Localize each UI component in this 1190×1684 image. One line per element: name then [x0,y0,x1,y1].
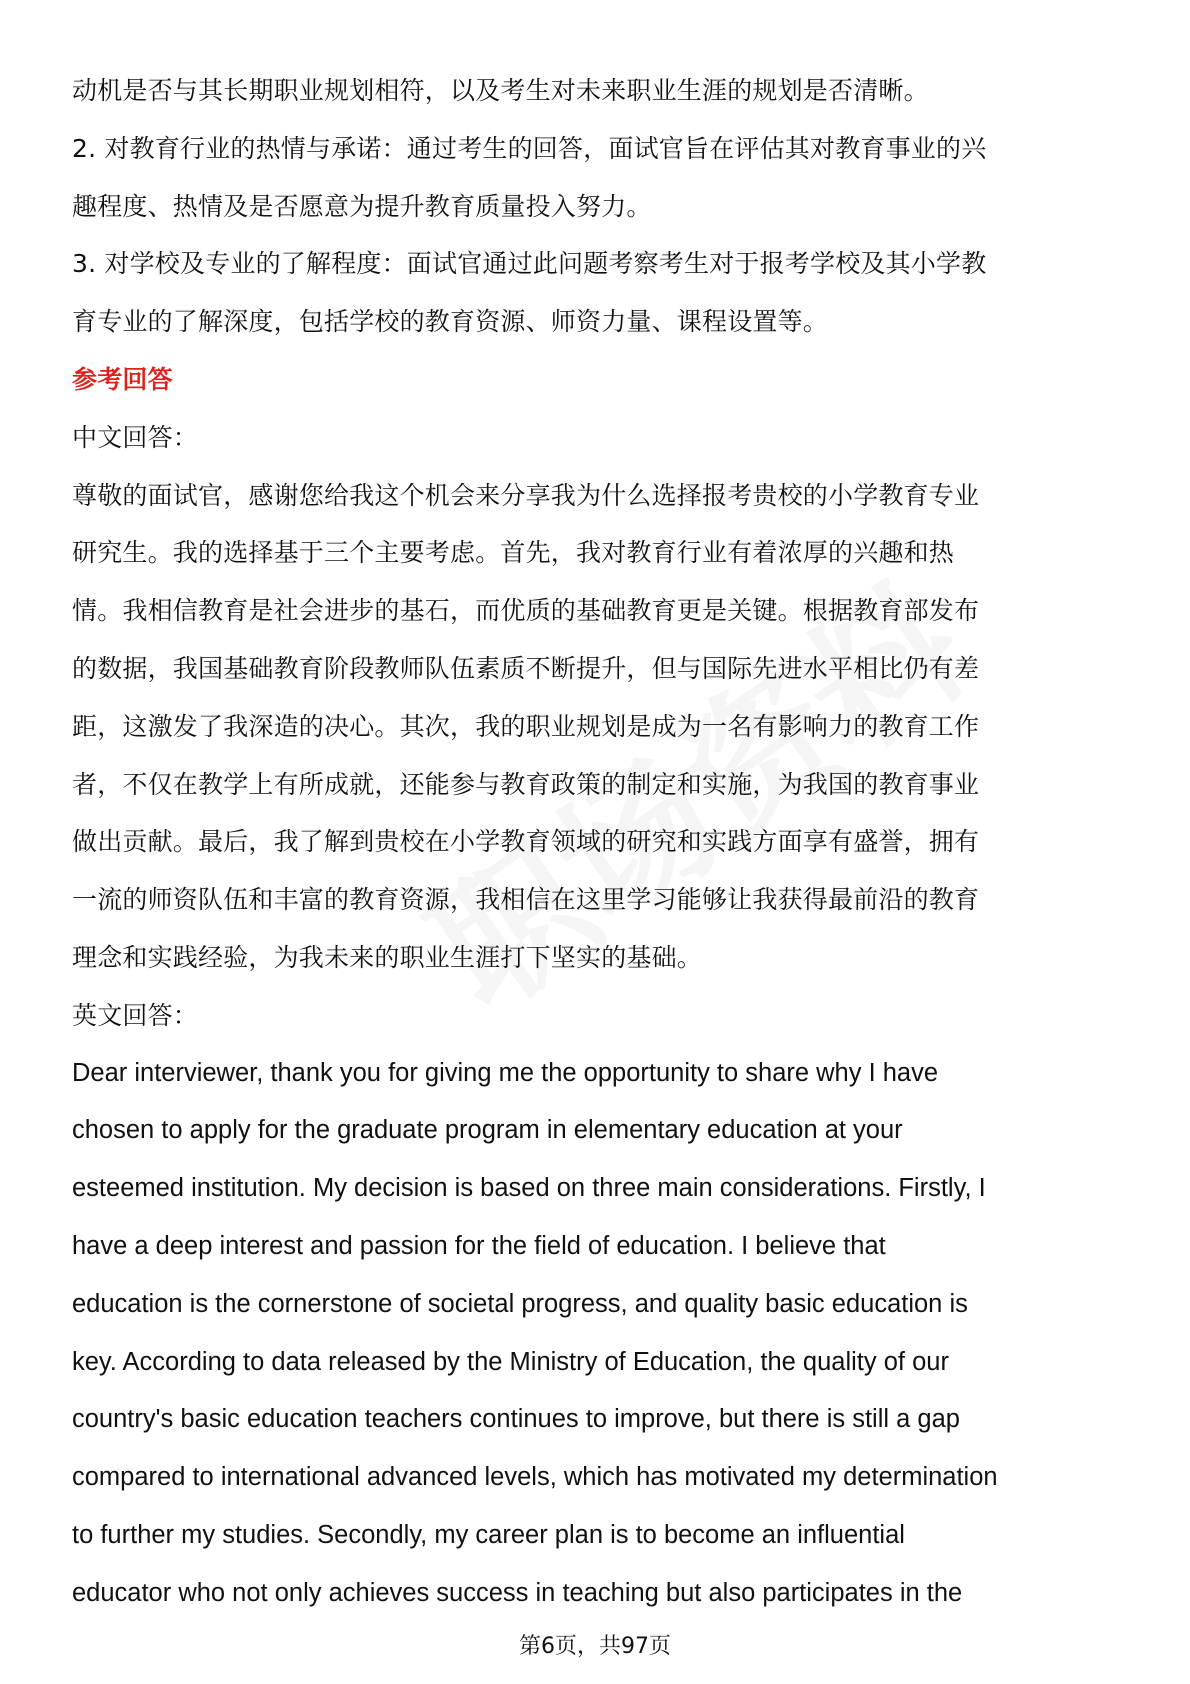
text-line: 2. 对教育行业的热情与承诺：通过考生的回答，面试官旨在评估其对教育事业的兴 [72,133,987,163]
chinese-answer-line: 者，不仅在教学上有所成就，还能参与教育政策的制定和实施，为我国的教育事业 [72,769,980,799]
english-answer-line: education is the cornerstone of societal progress, and quality basic education is [72,1289,968,1318]
chinese-answer-line: 距，这激发了我深造的决心。其次，我的职业规划是成为一名有影响力的教育工作 [72,711,980,741]
chinese-answer-line: 研究生。我的选择基于三个主要考虑。首先，我对教育行业有着浓厚的兴趣和热 [72,538,955,568]
chinese-answer-line: 情。我相信教育是社会进步的基石，而优质的基础教育更是关键。根据教育部发布 [72,596,980,626]
chinese-answer-label: 中文回答： [72,422,199,452]
english-answer-line: chosen to apply for the graduate program in elementary education at your [72,1116,903,1145]
page-number: 第6页，共97页 [519,1634,671,1659]
text-line: 3. 对学校及专业的了解程度：面试官通过此问题考察考生对于报考学校及其小学教 [72,249,987,279]
english-answer-line: have a deep interest and passion for the field of education. I believe that [72,1231,886,1260]
chinese-answer-line: 尊敬的面试官，感谢您给我这个机会来分享我为什么选择报考贵校的小学教育专业 [72,480,980,510]
english-answer-line: country's basic education teachers continues to improve, but there is still a gap [72,1405,960,1434]
text-line: 动机是否与其长期职业规划相符，以及考生对未来职业生涯的规划是否清晰。 [72,76,929,105]
english-answer-line: Dear interviewer, thank you for giving me the opportunity to share why I have [72,1058,939,1087]
english-answer-line: esteemed institution. My decision is based on three main considerations. Firstly, I [72,1174,986,1203]
english-answer-label: 英文回答： [72,1000,199,1030]
text-line: 趣程度、热情及是否愿意为提升教育质量投入努力。 [72,191,652,221]
chinese-answer-line: 的数据，我国基础教育阶段教师队伍素质不断提升，但与国际先进水平相比仍有差 [72,653,980,683]
english-answer-line: compared to international advanced levels, which has motivated my determination [72,1463,998,1492]
english-answer-line: to further my studies. Secondly, my career plan is to become an influential [72,1520,905,1549]
chinese-answer-line: 做出贡献。最后，我了解到贵校在小学教育领域的研究和实践方面享有盛誉，拥有 [72,827,980,857]
english-answer-line: educator who not only achieves success in teaching but also participates in the [72,1578,963,1607]
section-title: 参考回答 [72,364,173,394]
document-page [72,62,1122,1623]
english-answer-line: key. According to data released by the Ministry of Education, the quality of our [72,1347,949,1376]
chinese-answer-line: 一流的师资队伍和丰富的教育资源，我相信在这里学习能够让我获得最前沿的教育 [72,885,980,915]
text-line: 育专业的了解深度，包括学校的教育资源、师资力量、课程设置等。 [72,307,829,337]
chinese-answer-line: 理念和实践经验，为我未来的职业生涯打下坚实的基础。 [72,942,703,972]
